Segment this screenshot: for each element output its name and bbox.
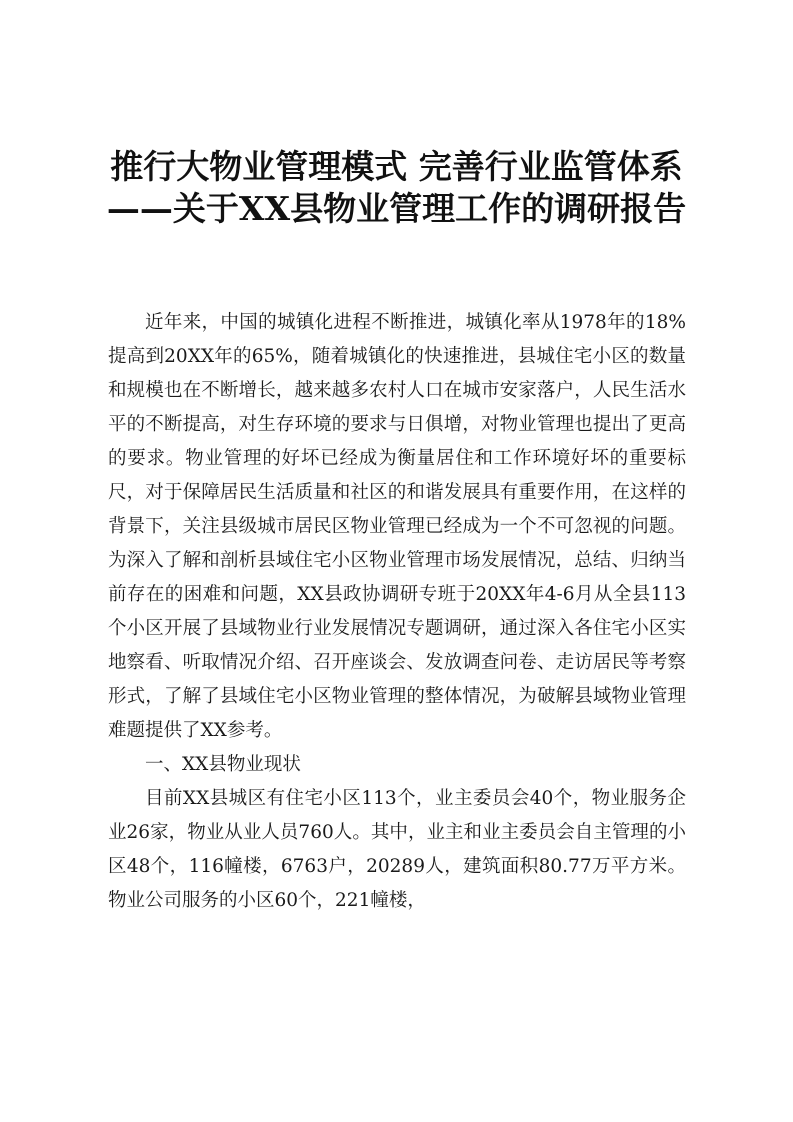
section-paragraph: 目前XX县城区有住宅小区113个，业主委员会40个，物业服务企业26家，物业从业人员760人。其中，业主和业主委员会自主管理的小区48个，116幢楼，6763户，20289人，建筑面积80.77万平方米。物业公司服务的小区60个，221幢楼， xyxy=(108,788,686,911)
section-heading: 一、XX县物业现状 xyxy=(145,754,301,775)
intro-paragraph: 近年来，中国的城镇化进程不断推进，城镇化率从1978年的18%提高到20XX年的65%，随着城镇化的快速推进，县城住宅小区的数量和规模也在不断增长，越来越多农村人口在城市安家落户，人民生活水平的不断提高，对生存环境的要求与日俱增，对物业管理也提出了更高的要求。物业管理的好坏已经成为衡量居住和工作环境好坏的重要标尺，对于保障居民生活质量和社区的和谐发展具有重要作用，在这样的背景下，关注县级城市居民区物业管理已经成为一个不可忽视的问题。为深入了解和剖析县域住宅小区物业管理市场发展情况，总结、归纳当前存在的困难和问题，XX县政协调研专班于20XX年4-6月从全县113个小区开展了县域物业行业发展情况专题调研，通过深入各住宅小区实地察看、听取情况介绍、召开座谈会、发放调查问卷、走访居民等考察形式，了解了县域住宅小区物业管理的整体情况，为破解县域物业管理难题提供了XX参考。 xyxy=(108,312,686,741)
document-title: 推行大物业管理模式 完善行业监管体系——关于XX县物业管理工作的调研报告 xyxy=(106,147,687,228)
document-body xyxy=(108,306,686,918)
